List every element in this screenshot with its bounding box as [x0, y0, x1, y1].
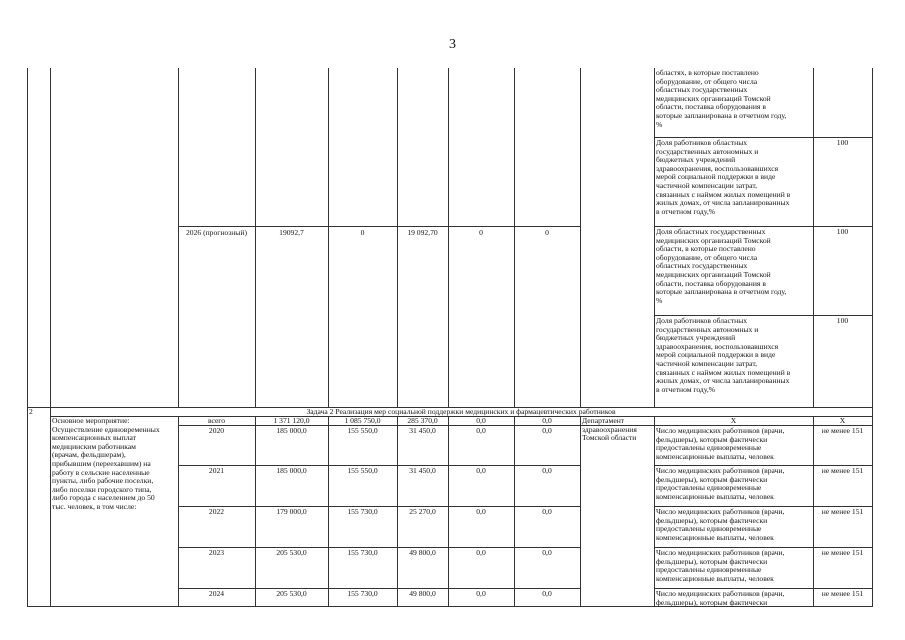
measure-executor: Департамент здравоохранения Томской области	[582, 416, 637, 443]
task-number: 2	[29, 407, 33, 416]
table-border	[654, 416, 655, 606]
table-border	[178, 588, 580, 589]
year-row-federal: 155 730,0	[347, 507, 378, 516]
row-2026-federal: 0	[360, 228, 365, 237]
year-row-value: не менее 151	[821, 466, 864, 475]
total-row-indicator: Х	[730, 416, 737, 425]
year-row-indicator: Число медицинских работников (врачи, фельдшеры), которым фактически предоставлены единовременные компенсационные выплаты, человек	[656, 466, 785, 501]
year-row-year: 2021	[208, 466, 225, 475]
year-row-local: 0,0	[476, 507, 486, 516]
row-2026-year: 2026 (прогнозный)	[185, 228, 247, 237]
year-row-other: 0,0	[542, 466, 552, 475]
year-row-year: 2024	[208, 589, 225, 598]
year-row-value: не менее 151	[821, 548, 864, 557]
year-row-local: 0,0	[476, 426, 486, 435]
year-row-other: 0,0	[542, 548, 552, 557]
row-2026-other: 0	[545, 228, 549, 237]
year-row-local: 0,0	[476, 589, 486, 598]
year-row-regional: 25 270,0	[409, 507, 436, 516]
total-row-year: всего	[207, 416, 226, 425]
table-border	[178, 68, 179, 407]
year-row-value: не менее 151	[821, 426, 864, 435]
indicator-text: Доля работников областных государственных автономных и бюджетных учреждений здравоохранения, воспользовавшихся мерой социальной поддержки в виде частичной компенсации затрат, связанных с наймом жилых помещений в жилых домах, от числа запланированных в отчетном году,%	[656, 316, 791, 394]
total-row-total: 1 371 120,0	[273, 416, 310, 425]
table-border	[872, 68, 873, 606]
year-row-federal: 155 550,0	[347, 466, 378, 475]
year-row-other: 0,0	[542, 589, 552, 598]
table-border	[50, 68, 51, 606]
indicator-text: Доля работников областных государственных автономных и бюджетных учреждений здравоохранения, воспользовавшихся мерой социальной поддержки в виде частичной компенсации затрат, связанных с наймом жилых помещений в жилых домах, от числа запланированных в отчетном году,%	[656, 138, 791, 216]
total-row-federal: 1 085 750,0	[344, 416, 381, 425]
table-border	[813, 68, 814, 407]
year-row-other: 0,0	[542, 507, 552, 516]
year-row-total: 185 000,0	[276, 466, 307, 475]
table-border	[27, 68, 28, 606]
row-2026-total: 19092,7	[279, 228, 304, 237]
year-row-total: 205 530,0	[276, 548, 307, 557]
row-2026-local: 0	[479, 228, 483, 237]
year-row-total: 185 000,0	[276, 426, 307, 435]
year-row-indicator: Число медицинских работников (врачи, фельдшеры), которым фактически предоставлены единовременные компенсационные выплаты, человек	[656, 426, 785, 461]
year-row-federal: 155 550,0	[347, 426, 378, 435]
year-row-regional: 49 800,0	[409, 548, 436, 557]
year-row-other: 0,0	[542, 426, 552, 435]
year-row-year: 2023	[208, 548, 225, 557]
table-border	[178, 226, 580, 227]
table-border	[178, 547, 580, 548]
year-row-regional: 31 450,0	[409, 466, 436, 475]
year-row-federal: 155 730,0	[347, 548, 378, 557]
year-row-regional: 49 800,0	[409, 589, 436, 598]
year-row-year: 2020	[208, 426, 225, 435]
row-2026-regional: 19 092,70	[407, 228, 438, 237]
year-row-local: 0,0	[476, 466, 486, 475]
indicator-value: 100	[836, 316, 849, 325]
table-border	[654, 68, 655, 407]
page-number: 3	[449, 37, 456, 52]
total-row-other: 0,0	[542, 416, 552, 425]
year-row-indicator: Число медицинских работников (врачи, фельдшеры), которым фактически	[656, 589, 785, 607]
table-border	[178, 465, 580, 466]
year-row-indicator: Число медицинских работников (врачи, фельдшеры), которым фактически предоставлены единовременные компенсационные выплаты, человек	[656, 507, 785, 542]
task-title: Задача 2 Реализация мер социальной поддержки медицинских и фармацевтических работников	[306, 407, 616, 416]
year-row-regional: 31 450,0	[409, 426, 436, 435]
indicator-value: 100	[836, 138, 849, 147]
year-row-indicator: Число медицинских работников (врачи, фельдшеры), которым фактически предоставлены единовременные компенсационные выплаты, человек	[656, 548, 785, 583]
year-row-year: 2022	[208, 507, 225, 516]
total-row-local: 0,0	[476, 416, 486, 425]
measure-description: Основное мероприятие: Осуществление единовременных компенсационных выплат медицинским работникам (врачам, фельдшерам), прибывшим (переехавшим) на работу в сельские населенные пункты, либо рабочие поселки, либо поселки городского типа, либо города с населением до 50 тыс. человек, в том числе:	[52, 416, 160, 511]
indicator-value: 100	[836, 227, 849, 236]
year-row-value: не менее 151	[821, 507, 864, 516]
table-border	[178, 506, 580, 507]
indicator-text: Доля областных государственных медицинских организаций Томской области, в которые поставлено оборудование, от общего числа областных государственных медицинских организаций Томской области, поставка оборудования в которые запланирована в отчетном году, %	[656, 227, 787, 305]
year-row-total: 179 000,0	[276, 507, 307, 516]
total-row-regional: 285 370,0	[407, 416, 438, 425]
table-border	[580, 416, 581, 606]
table-border	[580, 68, 581, 407]
year-row-local: 0,0	[476, 548, 486, 557]
year-row-value: не менее 151	[821, 589, 864, 598]
year-row-federal: 155 730,0	[347, 589, 378, 598]
year-row-total: 205 530,0	[276, 589, 307, 598]
indicator-text: областях, в которые поставлено оборудование, от общего числа областных государственных медицинских организаций Томской области, поставка оборудования в которые запланирована в отчетном году, %	[656, 68, 787, 129]
total-row-value: Х	[839, 416, 846, 425]
